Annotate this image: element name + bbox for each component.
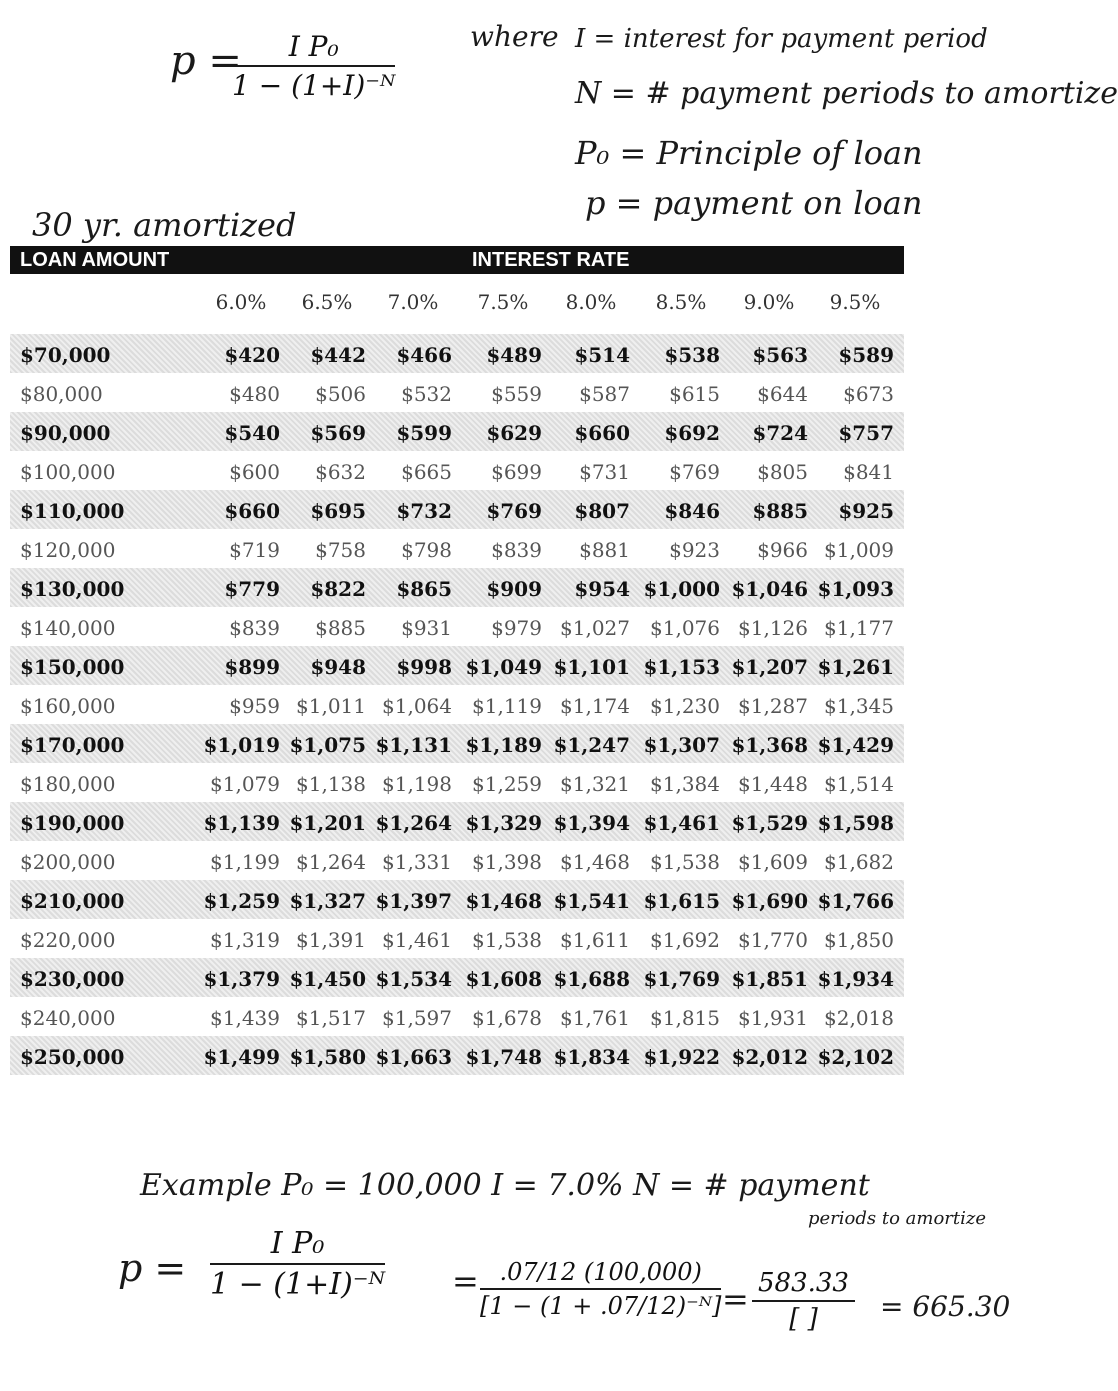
rate-header-4: 8.0% (565, 290, 617, 314)
amortized-note: 30 yr. amortized (32, 206, 297, 244)
payment-cell: $2,102 (817, 1045, 894, 1069)
payment-cell: $1,009 (824, 538, 894, 562)
payment-cell: $841 (843, 460, 894, 484)
payment-cell: $948 (310, 655, 366, 679)
formula-top-lhs: p = (170, 38, 242, 84)
payment-cell: $1,307 (643, 733, 720, 757)
payment-cell: $2,018 (824, 1006, 894, 1030)
payment-cell: $1,174 (560, 694, 630, 718)
payment-cell: $865 (396, 577, 452, 601)
definition-i: I = interest for payment period (575, 24, 988, 54)
payment-cell: $1,608 (465, 967, 542, 991)
table-row (10, 451, 904, 490)
payment-cell: $1,394 (553, 811, 630, 835)
payment-cell: $1,138 (296, 772, 366, 796)
payment-cell: $514 (574, 343, 630, 367)
payment-cell: $732 (396, 499, 452, 523)
loan-amount-cell: $190,000 (20, 811, 125, 835)
payment-cell: $899 (224, 655, 280, 679)
where-label: where (470, 20, 559, 53)
payment-cell: $532 (401, 382, 452, 406)
definition-n: N = # payment periods to amortize (575, 76, 1118, 111)
payment-cell: $1,076 (650, 616, 720, 640)
payment-cell: $489 (486, 343, 542, 367)
payment-cell: $629 (486, 421, 542, 445)
table-row (10, 607, 904, 646)
payment-cell: $569 (310, 421, 366, 445)
payment-cell: $769 (669, 460, 720, 484)
payment-cell: $1,126 (738, 616, 808, 640)
payment-cell: $719 (229, 538, 280, 562)
loan-amount-cell: $120,000 (20, 538, 116, 562)
payment-cell: $632 (315, 460, 366, 484)
table-row (10, 1036, 904, 1075)
payment-cell: $923 (669, 538, 720, 562)
loan-amount-cell: $110,000 (20, 499, 125, 523)
payment-cell: $1,615 (643, 889, 720, 913)
example-substituted-numerator: .07/12 (100,000) (480, 1258, 721, 1290)
loan-amount-cell: $150,000 (20, 655, 125, 679)
payment-cell: $1,397 (375, 889, 452, 913)
payment-cell: $731 (579, 460, 630, 484)
table-row (10, 646, 904, 685)
table-row (10, 568, 904, 607)
loan-amount-cell: $80,000 (20, 382, 103, 406)
payment-cell: $881 (579, 538, 630, 562)
loan-amount-cell: $210,000 (20, 889, 125, 913)
payment-cell: $1,770 (738, 928, 808, 952)
example-computed-denominator: [ ] (789, 1304, 818, 1334)
payment-cell: $1,534 (375, 967, 452, 991)
payment-cell: $466 (396, 343, 452, 367)
table-row (10, 334, 904, 373)
payment-cell: $644 (757, 382, 808, 406)
example-formula-numerator: I P₀ (210, 1226, 385, 1265)
loan-amount-cell: $170,000 (20, 733, 125, 757)
payment-cell: $665 (401, 460, 452, 484)
payment-cell: $442 (310, 343, 366, 367)
payment-cell: $1,597 (382, 1006, 452, 1030)
payment-cell: $1,139 (203, 811, 280, 835)
payment-cell: $599 (396, 421, 452, 445)
payment-cell: $1,119 (472, 694, 542, 718)
payment-cell: $1,398 (472, 850, 542, 874)
payment-cell: $1,517 (296, 1006, 366, 1030)
example-eq-1: = (452, 1262, 479, 1300)
payment-cell: $1,049 (465, 655, 542, 679)
payment-cell: $1,379 (203, 967, 280, 991)
payment-cell: $807 (574, 499, 630, 523)
table-row (10, 958, 904, 997)
payment-cell: $779 (224, 577, 280, 601)
payment-cell: $587 (579, 382, 630, 406)
loan-amount-cell: $100,000 (20, 460, 116, 484)
example-n-note: periods to amortize (808, 1208, 987, 1229)
payment-cell: $1,450 (289, 967, 366, 991)
interest-rate-columns (10, 274, 904, 334)
loan-amount-cell: $240,000 (20, 1006, 116, 1030)
payment-cell: $1,093 (817, 577, 894, 601)
example-formula-lhs: p = (118, 1246, 187, 1290)
payment-cell: $589 (838, 343, 894, 367)
payment-cell: $1,663 (375, 1045, 452, 1069)
payment-cell: $1,319 (210, 928, 280, 952)
payment-cell: $1,230 (650, 694, 720, 718)
payment-cell: $1,368 (731, 733, 808, 757)
payment-cell: $758 (315, 538, 366, 562)
formula-top-denominator: 1 − (1+I)⁻ᴺ (232, 69, 396, 102)
payment-cell: $1,688 (553, 967, 630, 991)
payment-cell: $1,678 (472, 1006, 542, 1030)
payment-cell: $1,499 (203, 1045, 280, 1069)
payment-cell: $1,198 (382, 772, 452, 796)
payment-cell: $1,514 (824, 772, 894, 796)
payment-cell: $1,201 (289, 811, 366, 835)
payment-cell: $1,131 (375, 733, 452, 757)
payment-cell: $1,207 (731, 655, 808, 679)
example-result: = 665.30 (880, 1290, 1011, 1323)
rate-header-5: 8.5% (655, 290, 707, 314)
payment-cell: $805 (757, 460, 808, 484)
payment-cell: $1,761 (560, 1006, 630, 1030)
payment-cell: $798 (401, 538, 452, 562)
payment-cell: $979 (491, 616, 542, 640)
payment-cell: $1,931 (738, 1006, 808, 1030)
payment-cell: $673 (843, 382, 894, 406)
formula-top-numerator: I P₀ (232, 30, 395, 67)
payment-cell: $2,012 (731, 1045, 808, 1069)
table-row (10, 412, 904, 451)
payment-cell: $1,247 (553, 733, 630, 757)
payment-cell: $1,682 (824, 850, 894, 874)
table-row (10, 763, 904, 802)
loan-amount-cell: $250,000 (20, 1045, 125, 1069)
payment-cell: $1,264 (375, 811, 452, 835)
definition-p0: P₀ = Principle of loan (575, 134, 923, 172)
payment-cell: $1,079 (210, 772, 280, 796)
payment-cell: $885 (752, 499, 808, 523)
payment-cell: $1,000 (643, 577, 720, 601)
payment-cell: $699 (491, 460, 542, 484)
payment-cell: $1,815 (650, 1006, 720, 1030)
loan-amount-cell: $180,000 (20, 772, 116, 796)
payment-cell: $615 (669, 382, 720, 406)
loan-amount-cell: $140,000 (20, 616, 116, 640)
example-formula-fraction (210, 1226, 385, 1302)
payment-cell: $1,850 (824, 928, 894, 952)
table-row (10, 919, 904, 958)
payment-cell: $1,177 (824, 616, 894, 640)
payment-cell: $1,934 (817, 967, 894, 991)
example-eq-2: = (722, 1280, 749, 1318)
payment-cell: $1,769 (643, 967, 720, 991)
loan-amount-header: LOAN AMOUNT (20, 249, 170, 271)
payment-cell: $660 (574, 421, 630, 445)
payment-cell: $1,580 (289, 1045, 366, 1069)
payment-cell: $1,692 (650, 928, 720, 952)
payment-cell: $1,766 (817, 889, 894, 913)
payment-cell: $1,468 (465, 889, 542, 913)
loan-amount-cell: $220,000 (20, 928, 116, 952)
rate-header-7: 9.5% (829, 290, 881, 314)
payment-cell: $1,345 (824, 694, 894, 718)
payment-cell: $724 (752, 421, 808, 445)
payment-cell: $954 (574, 577, 630, 601)
payment-cell: $1,461 (643, 811, 720, 835)
table-row (10, 373, 904, 412)
payment-cell: $506 (315, 382, 366, 406)
payment-cell: $998 (396, 655, 452, 679)
payment-cell: $822 (310, 577, 366, 601)
payment-cell: $1,748 (465, 1045, 542, 1069)
payment-cell: $1,199 (210, 850, 280, 874)
payment-cell: $1,011 (296, 694, 366, 718)
table-row (10, 880, 904, 919)
payment-cell: $1,468 (560, 850, 630, 874)
rate-header-0: 6.0% (215, 290, 267, 314)
rate-header-1: 6.5% (301, 290, 353, 314)
payment-cell: $1,598 (817, 811, 894, 835)
example-line: Example P₀ = 100,000 I = 7.0% N = # payment (140, 1168, 870, 1203)
example-substituted-fraction (480, 1258, 721, 1320)
payment-cell: $1,101 (553, 655, 630, 679)
table-row (10, 724, 904, 763)
table-row (10, 802, 904, 841)
payment-cell: $1,259 (203, 889, 280, 913)
loan-amount-cell: $160,000 (20, 694, 116, 718)
payment-cell: $925 (838, 499, 894, 523)
payment-cell: $757 (838, 421, 894, 445)
payment-cell: $1,331 (382, 850, 452, 874)
payment-cell: $1,922 (643, 1045, 720, 1069)
loan-amount-cell: $130,000 (20, 577, 125, 601)
payment-cell: $1,264 (296, 850, 366, 874)
table-row (10, 490, 904, 529)
payment-cell: $1,538 (472, 928, 542, 952)
payment-cell: $839 (229, 616, 280, 640)
payment-cell: $600 (229, 460, 280, 484)
payment-cell: $846 (664, 499, 720, 523)
payment-cell: $420 (224, 343, 280, 367)
payment-cell: $695 (310, 499, 366, 523)
payment-cell: $931 (401, 616, 452, 640)
example-formula-denominator: 1 − (1+I)⁻ᴺ (210, 1267, 386, 1302)
payment-cell: $1,448 (738, 772, 808, 796)
payment-cell: $1,064 (382, 694, 452, 718)
payment-cell: $1,287 (738, 694, 808, 718)
payment-cell: $1,391 (296, 928, 366, 952)
rate-header-6: 9.0% (743, 290, 795, 314)
table-row (10, 685, 904, 724)
formula-top-fraction (232, 30, 395, 102)
payment-cell: $1,261 (817, 655, 894, 679)
example-computed-fraction (752, 1268, 855, 1334)
payment-cell: $660 (224, 499, 280, 523)
payment-cell: $1,019 (203, 733, 280, 757)
payment-cell: $769 (486, 499, 542, 523)
payment-cell: $1,541 (553, 889, 630, 913)
payment-cell: $563 (752, 343, 808, 367)
table-header-bar (10, 246, 904, 274)
table-row (10, 529, 904, 568)
loan-amount-cell: $90,000 (20, 421, 111, 445)
loan-amount-cell: $70,000 (20, 343, 111, 367)
payment-cell: $1,529 (731, 811, 808, 835)
payment-cell: $538 (664, 343, 720, 367)
payment-cell: $1,153 (643, 655, 720, 679)
loan-payment-table (10, 246, 904, 1075)
payment-cell: $1,027 (560, 616, 630, 640)
interest-rate-header: INTEREST RATE (472, 249, 630, 271)
loan-amount-cell: $200,000 (20, 850, 116, 874)
payment-cell: $909 (486, 577, 542, 601)
loan-amount-cell: $230,000 (20, 967, 125, 991)
example-substituted-denominator: [1 − (1 + .07/12)⁻ᴺ] (480, 1292, 722, 1320)
payment-cell: $1,538 (650, 850, 720, 874)
table-row (10, 997, 904, 1036)
payment-cell: $839 (491, 538, 542, 562)
payment-cell: $540 (224, 421, 280, 445)
payment-cell: $559 (491, 382, 542, 406)
payment-cell: $1,384 (650, 772, 720, 796)
payment-cell: $480 (229, 382, 280, 406)
payment-cell: $1,834 (553, 1045, 630, 1069)
payment-cell: $692 (664, 421, 720, 445)
payment-cell: $1,329 (465, 811, 542, 835)
rate-header-3: 7.5% (477, 290, 529, 314)
payment-cell: $1,327 (289, 889, 366, 913)
payment-cell: $1,259 (472, 772, 542, 796)
payment-cell: $959 (229, 694, 280, 718)
payment-cell: $1,429 (817, 733, 894, 757)
definition-p: p = payment on loan (585, 184, 923, 222)
payment-cell: $1,075 (289, 733, 366, 757)
table-body (10, 334, 904, 1075)
payment-cell: $966 (757, 538, 808, 562)
rate-header-2: 7.0% (387, 290, 439, 314)
payment-cell: $1,439 (210, 1006, 280, 1030)
payment-cell: $885 (315, 616, 366, 640)
payment-cell: $1,046 (731, 577, 808, 601)
example-computed-numerator: 583.33 (752, 1268, 855, 1302)
payment-cell: $1,611 (560, 928, 630, 952)
payment-cell: $1,609 (738, 850, 808, 874)
payment-cell: $1,690 (731, 889, 808, 913)
payment-cell: $1,851 (731, 967, 808, 991)
table-row (10, 841, 904, 880)
payment-cell: $1,189 (465, 733, 542, 757)
payment-cell: $1,461 (382, 928, 452, 952)
payment-cell: $1,321 (560, 772, 630, 796)
